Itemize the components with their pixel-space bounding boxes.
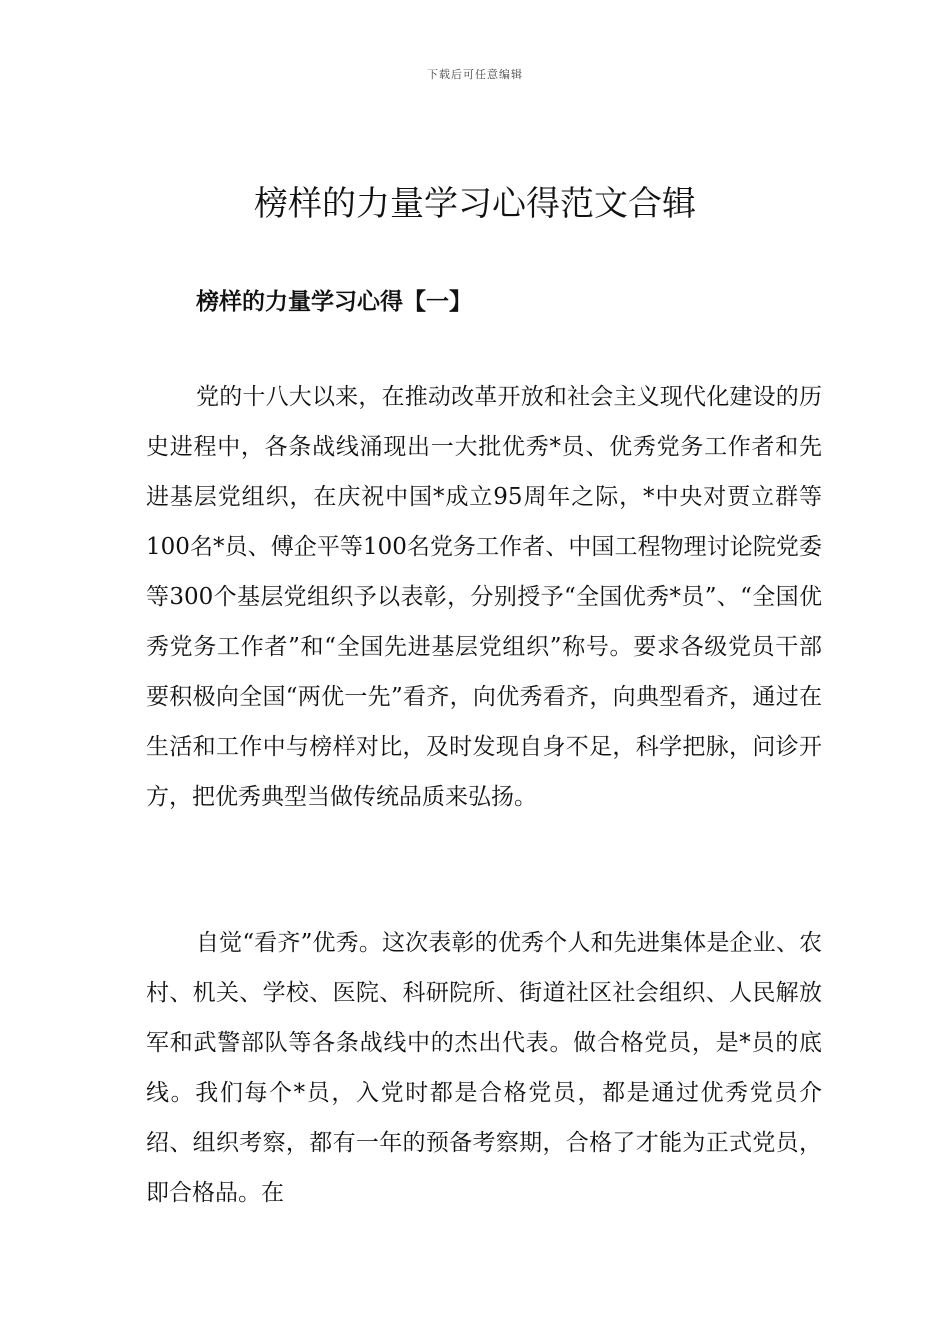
document-title: 榜样的力量学习心得范文合辑 bbox=[254, 184, 696, 224]
section-heading: 榜样的力量学习心得【一】 bbox=[196, 288, 472, 315]
body-paragraph-1: 党的十八大以来，在推动改革开放和社会主义现代化建设的历史进程中，各条战线涌现出一大批优秀*员、优秀党务工作者和先进基层党组织，在庆祝中国*成立95周年之际，*中央对贾立群等100名*员、傅企平等100名党务工作者、中国工程物理讨论院党委等300个基层党组织予以表彰，分别授予“全国优秀*员”、“全国优秀党务工作者”和“全国先进基层党组织”称号。要求各级党员干部要积极向全国“两优一先”看齐，向优秀看齐，向典型看齐，通过在生活和工作中与榜样对比，及时发现自身不足，科学把脉，问诊开方，把优秀典型当做传统品质来弘扬。 bbox=[146, 384, 822, 810]
header-note: 下载后可任意编辑 bbox=[427, 68, 523, 81]
body-paragraph-2: 自觉“看齐”优秀。这次表彰的优秀个人和先进集体是企业、农村、机关、学校、医院、科研院所、街道社区社会组织、人民解放军和武警部队等各条战线中的杰出代表。做合格党员，是*员的底线。我们每个*员，入党时都是合格党员，都是通过优秀党员介绍、组织考察，都有一年的预备考察期，合格了才能为正式党员，即合格品。在 bbox=[146, 930, 822, 1206]
